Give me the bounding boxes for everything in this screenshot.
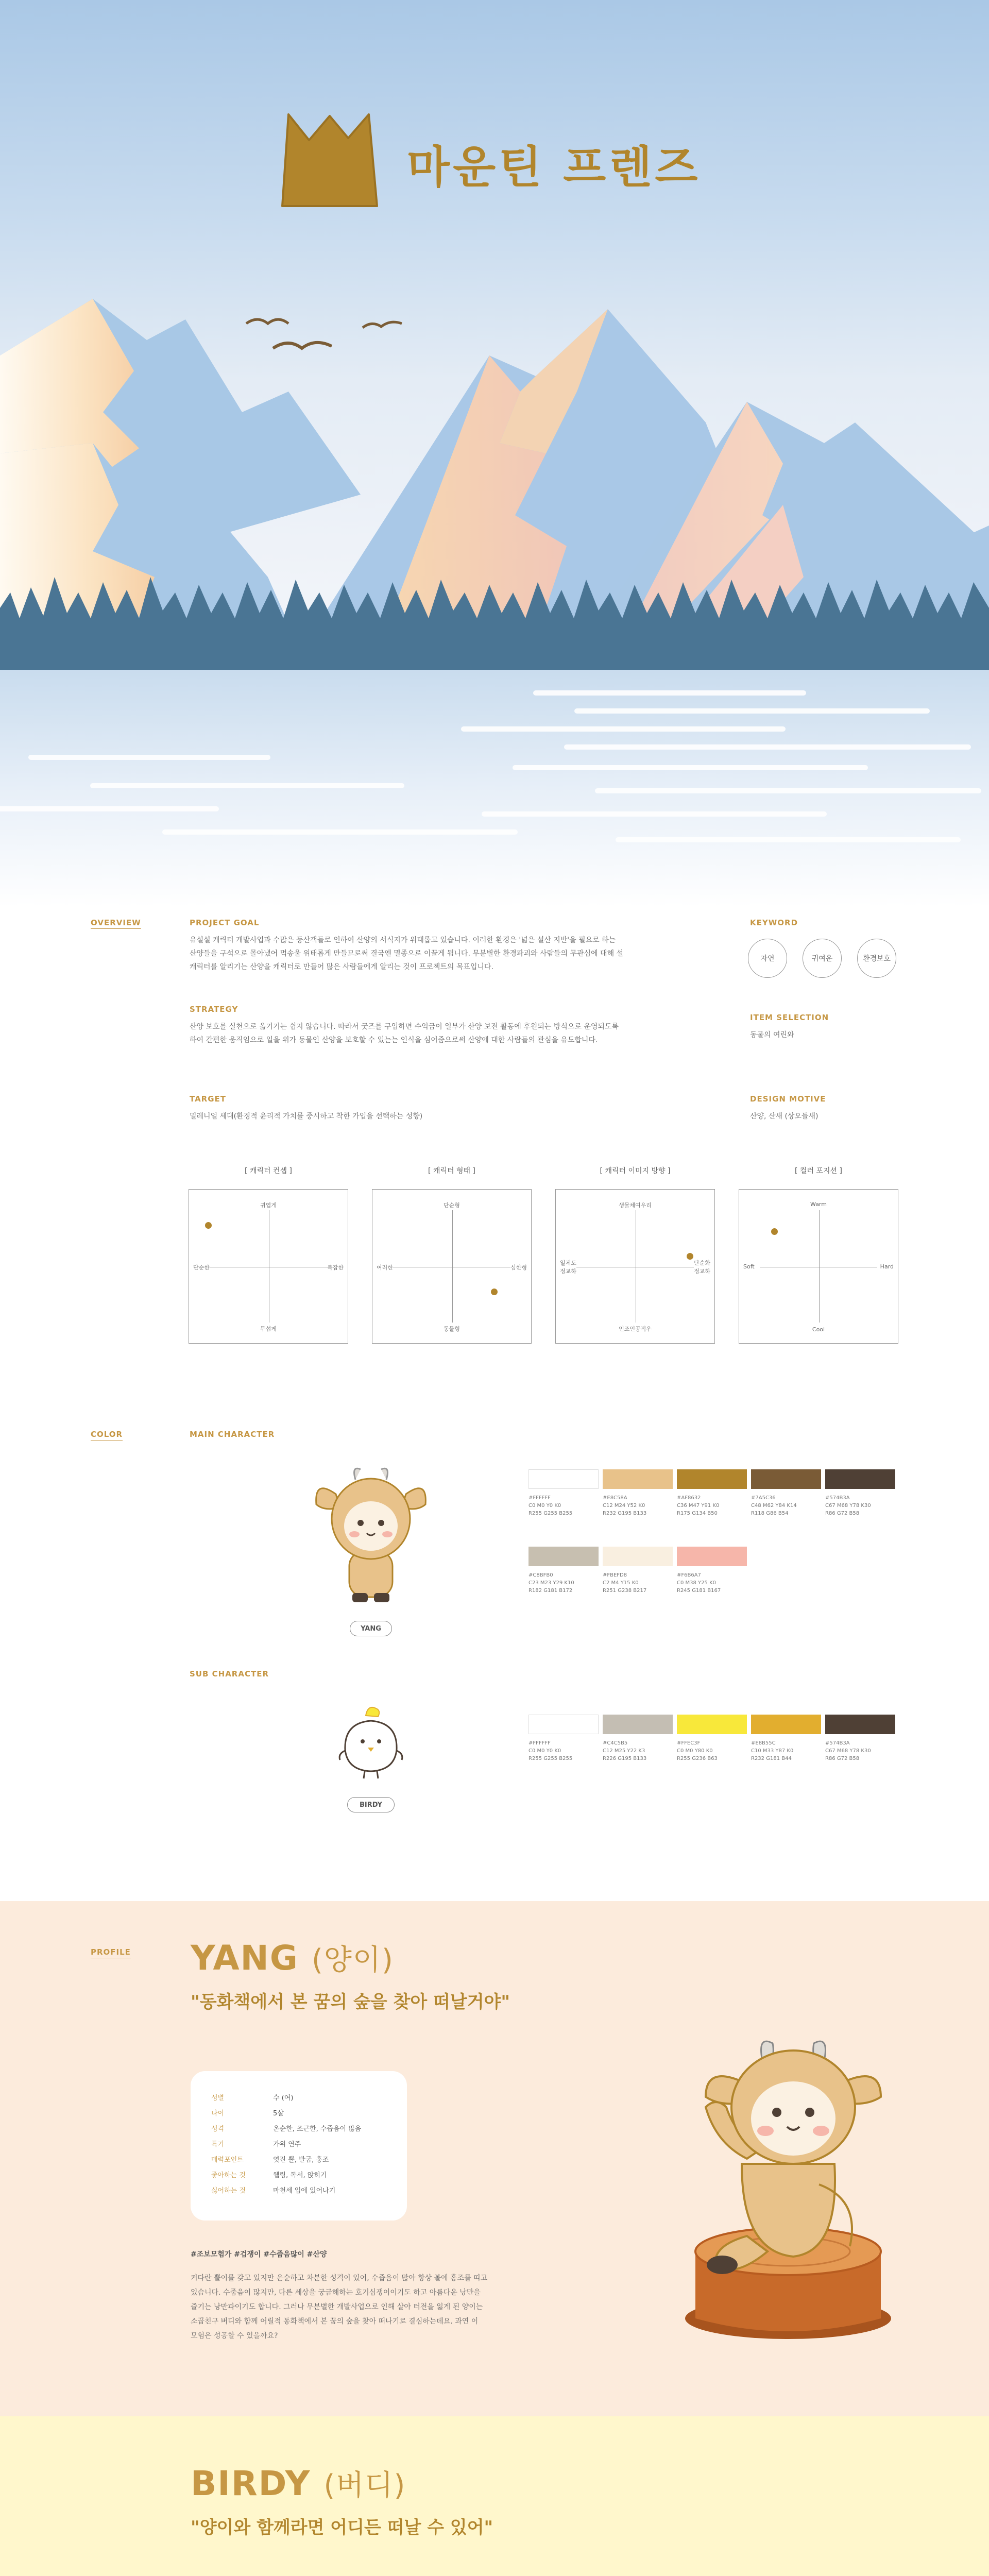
color-swatch: [751, 1715, 821, 1734]
profile-info-row: [211, 2183, 407, 2199]
color-swatch: [603, 1469, 673, 1489]
yang-info-card: [191, 2071, 407, 2221]
color-swatch-info: #FBEFD8 C2 M4 Y15 K0 R251 G238 B217: [603, 1572, 647, 1594]
color-swatch-info: #574B3A C67 M68 Y78 K30 R86 G72 B58: [825, 1495, 871, 1516]
profile-info-row: [211, 2168, 407, 2183]
matrix-axis-label: Warm: [810, 1201, 827, 1208]
birdy-profile-section: [0, 2416, 989, 2576]
matrix-position-dot: [771, 1228, 778, 1235]
color-swatch-info: #574B3A C67 M68 Y78 K30 R86 G72 B58: [825, 1740, 871, 1761]
birdy-name-en: BIRDY: [191, 2464, 311, 2503]
strategy-text: 산양 보호를 실천으로 옮기기는 쉽지 않습니다. 따라서 굿즈를 구입하면 수익금이 일부가 산양 보전 활동에 후원되는 방식으로 운영되도록 하여 간편한 움직임으로 일을 위가 동물인 산양을 보호할 수 있는는 인식을 심어줌으로써 산양에 대한 사람들의 관심을 유도합니다.: [190, 1023, 619, 1044]
overview-label: OVERVIEW: [91, 918, 141, 927]
profile-info-key: 좋아하는 것: [211, 2172, 246, 2179]
yang-description: 커다란 뿔이를 갖고 있지만 온순하고 차분한 성격이 있어, 수줍음이 많아 항상 볼에 홍조를 띠고 있습니다. 수줍음이 많지만, 다른 세상을 궁금해하는 호기심쟁이이기도 하고 아름다운 낭만을 즐기는 낭만파이기도 합니다. 그러나 무분별한 개발사업으로 인해 살아 터전을 잃게 된 양이는 소꿉친구 버디와 함께 어릴적 동화책에서 본 꿈의 숲을 찾아 떠나기로 결심하는데요. 과연 이 모험은 성공할 수 있을까요?: [191, 2274, 488, 2340]
matrix-position-dot: [491, 1289, 498, 1295]
target-text: 밀레니얼 세대(환경적 윤리적 가치를 중시하고 착한 가입을 선택하는 성향): [190, 1112, 423, 1121]
keyword-circle: 자연: [748, 939, 787, 978]
birdy-name: [191, 2463, 406, 2504]
matrix-title: [ 캐릭터 형태 ]: [428, 1167, 475, 1175]
profile-info-key: 특기: [211, 2141, 225, 2148]
matrix-v-axis: [819, 1210, 820, 1323]
birdy-small-illustration: [330, 1700, 412, 1783]
matrix-axis-label: 동물형: [444, 1326, 460, 1332]
matrix-axis-label: 단순한: [193, 1264, 210, 1271]
color-swatch-info: #C4C5B5 C12 M25 Y22 K3 R226 G195 B133: [603, 1740, 647, 1761]
color-swatch: [528, 1469, 599, 1489]
profile-info-key: 나이: [211, 2110, 225, 2117]
profile-label: PROFILE: [91, 1947, 131, 1957]
matrix-title: [ 컬러 포지션 ]: [795, 1167, 842, 1175]
color-swatch: [528, 1715, 599, 1734]
matrix-position-dot: [205, 1222, 212, 1229]
profile-info-value: 엿진 뿔, 발굽, 홍조: [273, 2156, 329, 2164]
design-motive-text: 산양, 산새 (상오들새): [750, 1112, 819, 1121]
color-swatch: [677, 1715, 747, 1734]
hero-banner: [0, 0, 989, 907]
color-swatch: [677, 1469, 747, 1489]
profile-info-value: 웹링, 독서, 앉히기: [273, 2172, 327, 2179]
color-swatch-info: #E8C58A C12 M24 Y52 K0 R232 G195 B133: [603, 1495, 647, 1516]
yang-name-en: YANG: [191, 1938, 299, 1978]
color-swatch: [528, 1547, 599, 1566]
matrix-axis-label: 무섭게: [260, 1326, 277, 1332]
yang-quote: "동화책에서 본 꿈의 숲을 찾아 떠날거야": [191, 1992, 510, 2012]
color-swatch-info: #AF8632 C36 M47 Y91 K0 R175 G134 B50: [677, 1495, 720, 1516]
matrix-axis-label: 단순형: [444, 1202, 460, 1209]
color-swatch: [603, 1715, 673, 1734]
profile-info-key: 매력포인트: [211, 2156, 244, 2164]
target-title: TARGET: [190, 1094, 227, 1104]
color-label: COLOR: [91, 1430, 123, 1439]
profile-info-key: 성격: [211, 2125, 225, 2133]
birdy-name-kr: (버디): [323, 2469, 406, 2502]
matrix-axis-label: 일체도 정교하: [560, 1260, 576, 1275]
matrix-axis-label: 인조인공적우: [619, 1326, 652, 1332]
profile-info-value: 마천세 입에 있어나기: [273, 2187, 336, 2195]
profile-info-value: 5살: [273, 2110, 284, 2117]
matrix-axis-label: 여러한: [377, 1264, 393, 1271]
profile-info-value: 온순한, 조근한, 수줍음이 많음: [273, 2125, 362, 2133]
matrix-axis-label: Cool: [812, 1326, 825, 1333]
matrix-axis-label: Hard: [880, 1263, 894, 1270]
strategy-title: STRATEGY: [190, 1005, 238, 1014]
color-swatch: [825, 1715, 895, 1734]
color-swatch: [603, 1547, 673, 1566]
bird-icon: [246, 319, 288, 324]
color-swatch-info: #7A5C36 C48 M62 Y84 K14 R118 G86 B54: [751, 1495, 797, 1516]
profile-info-row: [211, 2091, 407, 2106]
profile-info-value: 수 (여): [273, 2094, 294, 2102]
color-swatch: [825, 1469, 895, 1489]
matrix-axis-label: 복잡한: [327, 1264, 344, 1271]
profile-info-row: [211, 2137, 407, 2153]
matrix-v-axis: [452, 1210, 453, 1323]
color-swatch: [677, 1547, 747, 1566]
matrix-box: [372, 1189, 532, 1344]
matrix-position-dot: [687, 1253, 693, 1260]
yang-name: [191, 1937, 394, 1978]
color-swatch: [751, 1469, 821, 1489]
matrix-axis-label: Soft: [743, 1263, 755, 1270]
matrix-title: [ 캐릭터 컨셉 ]: [245, 1167, 292, 1175]
mountain-logo-icon: [282, 114, 377, 206]
profile-info-row: [211, 2122, 407, 2137]
yang-hashtags: #조보모험가 #겁쟁이 #수줍음많이 #산양: [191, 2250, 327, 2259]
yang-name-kr: (양이): [311, 1943, 394, 1977]
project-goal-text: 유설설 캐릭터 개발사업과 수많은 등산객들로 인하여 산양의 서식지가 위태롭고 있습니다. 이러한 환경은 '넓은 설산 지반'을 필요로 하는 산양들을 구석으로 몰아냈어 먹송울 위태롭게 만들므로써 결국엔 멸종으로 이끌게 됩니다. 무분별한 환경파괴와 사람들의 무관심에 대해 설 캐릭터를 알리기는 산양을 캐릭터로 만들어 많은 사람들에게 알리는 것이 프로젝트의 목표입니다.: [190, 936, 624, 971]
yang-profile-section: [0, 1901, 989, 2416]
sub-character-label: SUB CHARACTER: [190, 1669, 269, 1679]
color-swatch-info: #C8BFB0 C23 M23 Y29 K10 R182 G181 B172: [528, 1572, 574, 1594]
profile-info-row: [211, 2153, 407, 2168]
matrix-title: [ 캐릭터 이미지 방향 ]: [600, 1167, 671, 1175]
yang-name-pill: YANG: [350, 1621, 392, 1636]
yang-small-illustration: [309, 1458, 433, 1613]
matrix-box: [555, 1189, 715, 1344]
matrix-axis-label: 생물체여우리: [619, 1202, 652, 1209]
page-title: 마운틴 프렌즈: [407, 142, 701, 193]
profile-info-key: 싫어하는 것: [211, 2187, 246, 2195]
matrix-box: [739, 1189, 898, 1344]
profile-info-key: 성별: [211, 2094, 225, 2102]
yang-large-illustration: [664, 2030, 912, 2349]
color-swatch-info: #E8B55C C10 M33 Y87 K0 R232 G181 B44: [751, 1740, 794, 1761]
matrix-axis-label: 심한형: [510, 1264, 527, 1271]
main-character-label: MAIN CHARACTER: [190, 1430, 275, 1439]
color-swatch-info: #FFFFFF C0 M0 Y0 K0 R255 G255 B255: [528, 1495, 573, 1516]
matrix-axis-label: 단순화 정교하: [694, 1260, 710, 1275]
keyword-circle: 귀여운: [803, 939, 842, 978]
matrix-axis-label: 귀엽게: [260, 1202, 277, 1209]
item-selection-text: 동물의 여린와: [750, 1031, 794, 1039]
color-swatch-info: #FFEC3F C0 M0 Y80 K0 R255 G236 B63: [677, 1740, 718, 1761]
item-selection-title: ITEM SELECTION: [750, 1013, 829, 1022]
color-swatch-info: #FFFFFF C0 M0 Y0 K0 R255 G255 B255: [528, 1740, 573, 1761]
bird-icon: [363, 322, 402, 328]
birdy-quote: "양이와 함께라면 어디든 떠날 수 있어": [191, 2517, 493, 2538]
birdy-name-pill: BIRDY: [347, 1797, 395, 1812]
profile-info-row: [211, 2106, 407, 2122]
matrix-box: [189, 1189, 348, 1344]
profile-info-value: 가위 연주: [273, 2141, 301, 2148]
project-goal-title: PROJECT GOAL: [190, 918, 260, 927]
color-swatch-info: #F6B6A7 C0 M38 Y25 K0 R245 G181 B167: [677, 1572, 721, 1594]
design-motive-title: DESIGN MOTIVE: [750, 1094, 826, 1104]
bird-icon: [273, 343, 332, 348]
keyword-circle: 환경보호: [857, 939, 896, 978]
keyword-title: KEYWORD: [750, 918, 798, 927]
